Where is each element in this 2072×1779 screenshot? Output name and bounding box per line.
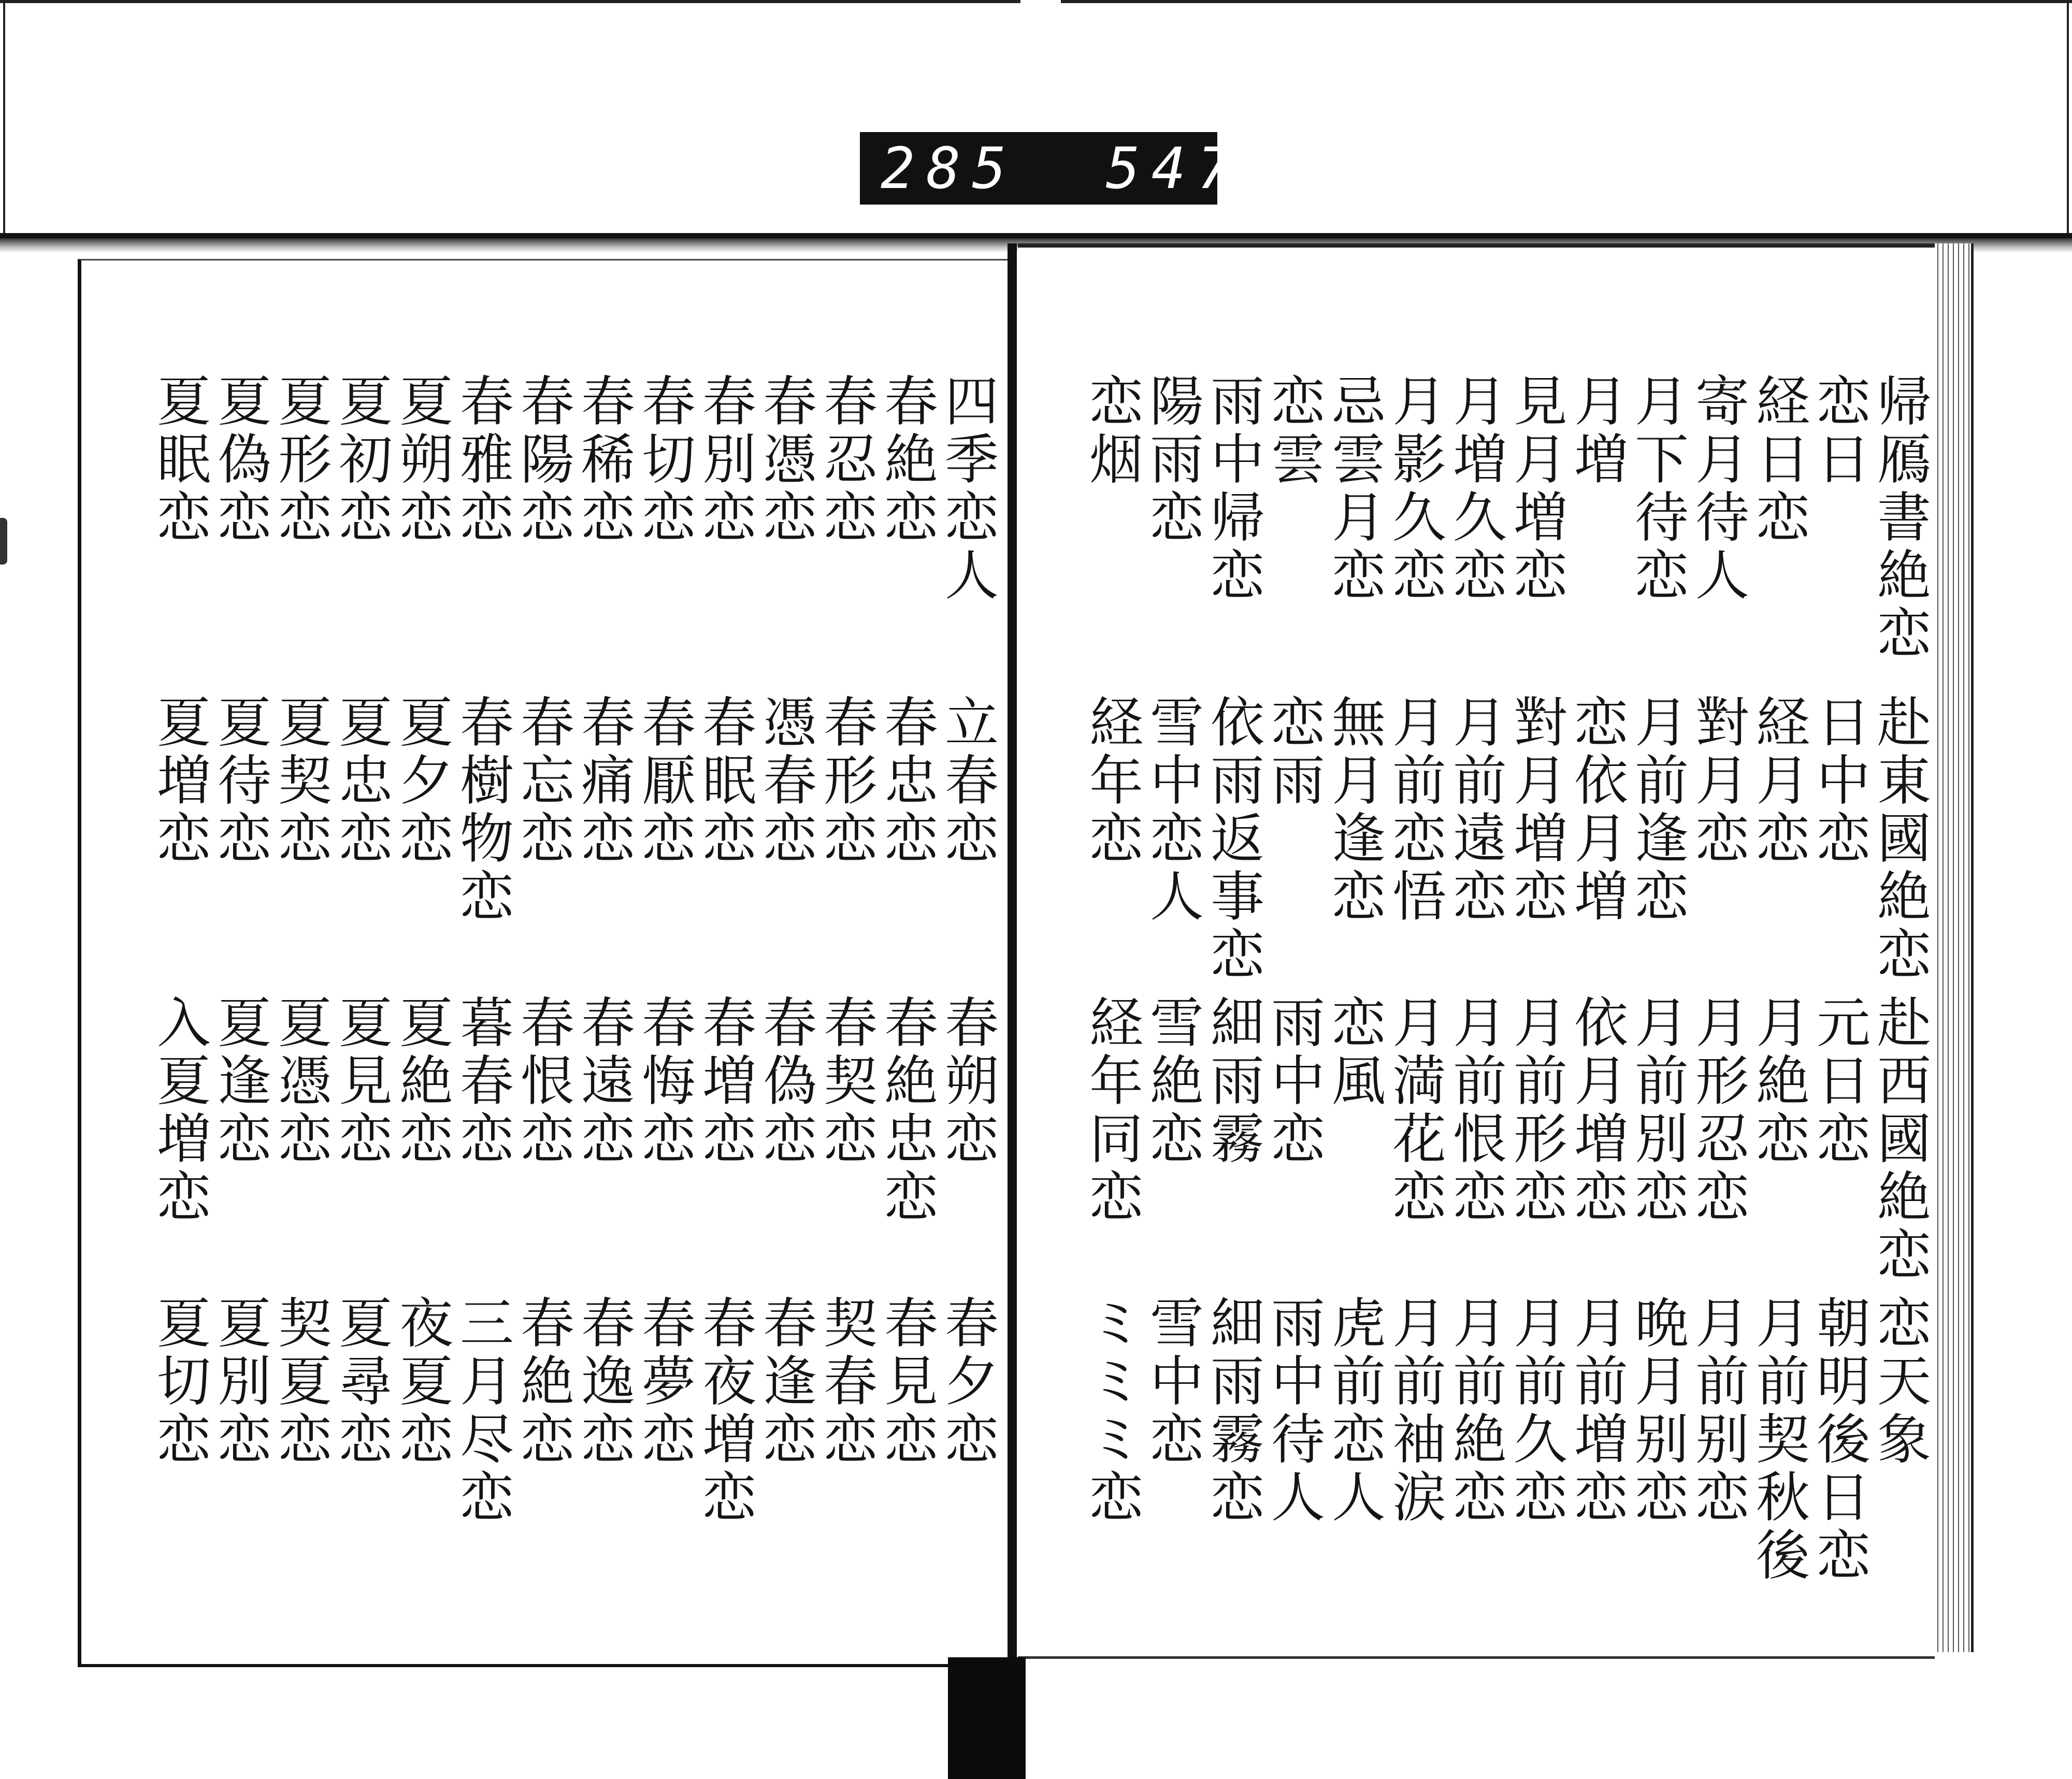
scan-smudge (0, 518, 7, 565)
entry-column: 春遠恋 (572, 994, 635, 1168)
entry-column: 暮春恋 (451, 994, 514, 1168)
entry-column: 恋風 (1322, 994, 1386, 1110)
entry-column: 春増恋 (693, 994, 756, 1168)
entry-column: 夏別恋 (208, 1295, 271, 1469)
entry-column: 夏形恋 (269, 373, 332, 547)
entry-column: 春稀恋 (572, 373, 635, 547)
top-edge-rule (0, 0, 1020, 3)
entry-column: 夏尋恋 (329, 1295, 393, 1469)
entry-column: ミミミ恋 (1080, 1295, 1143, 1527)
entry-column: 恋天象 (1868, 1295, 1931, 1469)
entry-column: 月増久恋 (1444, 373, 1507, 605)
entry-column: 雪中恋人 (1141, 694, 1204, 926)
frame-number-label (860, 132, 1243, 205)
entry-column: 契夏恋 (269, 1295, 332, 1469)
frame-edge (3, 0, 5, 236)
entry-column: 春恨恋 (511, 994, 574, 1168)
entry-column: 経日恋 (1747, 373, 1810, 547)
entry-column: 陽雨恋 (1141, 373, 1204, 547)
entry-column: 月形忍恋 (1686, 994, 1749, 1226)
entry-column: 月下待恋 (1625, 373, 1689, 605)
entry-column: 晩月别恋 (1625, 1295, 1689, 1527)
entry-column: 月絶恋 (1747, 994, 1810, 1168)
entry-column: 月前別恋 (1625, 994, 1689, 1226)
entry-column: 夏待恋 (208, 694, 271, 868)
entry-column: 春忘恋 (511, 694, 574, 868)
entry-column: 細雨霧 (1201, 994, 1264, 1168)
entry-column: 寄月待人 (1686, 373, 1749, 605)
entry-column: 春偽恋 (754, 994, 817, 1168)
entry-column: 夏忠恋 (329, 694, 393, 868)
entry-column: 依月増恋 (1565, 994, 1628, 1226)
entry-column: 雨中帰恋 (1201, 373, 1264, 605)
entry-column: 赴西國絶恋 (1868, 994, 1931, 1284)
entry-column: 月前逢恋 (1625, 694, 1689, 926)
entry-column: 経年恋 (1080, 694, 1143, 868)
entry-column: 夜夏恋 (390, 1295, 453, 1469)
entry-column: 夏絶恋 (390, 994, 453, 1168)
entry-column: 春雅恋 (451, 373, 514, 547)
entry-column: 夏逢恋 (208, 994, 271, 1168)
entry-column: 恋雲 (1262, 373, 1325, 489)
entry-column: 憑春恋 (754, 694, 817, 868)
entry-column: 忌雲月恋 (1322, 373, 1386, 605)
page-stack-edge (1935, 243, 1974, 1652)
entry-column: 春絶忠恋 (875, 994, 938, 1226)
entry-column: 月増 (1565, 373, 1628, 489)
entry-column: 元日恋 (1807, 994, 1870, 1168)
entry-column: 對月増恋 (1504, 694, 1567, 926)
entry-column: 春眠恋 (693, 694, 756, 868)
top-edge-rule (1061, 0, 2072, 3)
entry-column: 細雨霧恋 (1201, 1295, 1264, 1527)
entry-column: 月前袖涙 (1383, 1295, 1446, 1527)
entry-column: 夏夕恋 (390, 694, 453, 868)
entry-column: 春陽恋 (511, 373, 574, 547)
entry-column: 立春恋 (936, 694, 999, 868)
frame-number-left: 285 (881, 135, 1018, 201)
entry-column: 夏憑恋 (269, 994, 332, 1168)
entry-column: 月前别恋 (1686, 1295, 1749, 1527)
binding-shadow (948, 1657, 1026, 1779)
book-gutter (1008, 243, 1017, 1665)
entry-column: 赴東國絶恋 (1868, 694, 1931, 984)
entry-column: 春絶恋 (511, 1295, 574, 1469)
entry-column: 夏見恋 (329, 994, 393, 1168)
frame-number-right: 547 (1105, 135, 1243, 201)
entry-column: 夏眠恋 (148, 373, 211, 547)
entry-column: 春悔恋 (632, 994, 696, 1168)
entry-column: 無月逢恋 (1322, 694, 1386, 926)
entry-column: 春別恋 (693, 373, 756, 547)
entry-column: 春夢恋 (632, 1295, 696, 1469)
entry-column: 四季恋人 (936, 373, 999, 605)
entry-column: 春契恋 (814, 994, 877, 1168)
frame-edge (2067, 0, 2069, 236)
entry-column: 月前増恋 (1565, 1295, 1628, 1527)
entry-column: 恋烟 (1080, 373, 1143, 489)
entry-column: 春形恋 (814, 694, 877, 868)
entry-column: 夏偽恋 (208, 373, 271, 547)
entry-column: 月前形恋 (1504, 994, 1567, 1226)
entry-column: 契春恋 (814, 1295, 877, 1469)
entry-column: 月満花恋 (1383, 994, 1446, 1226)
entry-column: 入夏増恋 (148, 994, 211, 1226)
entry-column: 春朔恋 (936, 994, 999, 1168)
entry-column: 月前久恋 (1504, 1295, 1567, 1527)
entry-column: 雪絶恋 (1141, 994, 1204, 1168)
entry-column: 春逢恋 (754, 1295, 817, 1469)
entry-column: 春逸恋 (572, 1295, 635, 1469)
entry-column: 春切恋 (632, 373, 696, 547)
entry-column: 對月恋 (1686, 694, 1749, 868)
entry-column: 経年同恋 (1080, 994, 1143, 1226)
entry-column: 夏切恋 (148, 1295, 211, 1469)
entry-column: 月前恨恋 (1444, 994, 1507, 1226)
entry-column: 月前絶恋 (1444, 1295, 1507, 1527)
entry-column: 朝明後日恋 (1807, 1295, 1870, 1585)
entry-column: 春憑恋 (754, 373, 817, 547)
entry-column: 春厭恋 (632, 694, 696, 868)
entry-column: 春忠恋 (875, 694, 938, 868)
entry-column: 春痛恋 (572, 694, 635, 868)
entry-column: 恋依月増 (1565, 694, 1628, 926)
entry-column: 見月増恋 (1504, 373, 1567, 605)
entry-column: 夏契恋 (269, 694, 332, 868)
entry-column: 月前遠恋 (1444, 694, 1507, 926)
entry-column: 月前契秋後 (1747, 1295, 1810, 1585)
entry-column: 雨中待人 (1262, 1295, 1325, 1527)
entry-column: 夏朔恋 (390, 373, 453, 547)
entry-column: 経月恋 (1747, 694, 1810, 868)
entry-column: 虎前恋人 (1322, 1295, 1386, 1527)
entry-column: 春絶恋 (875, 373, 938, 547)
entry-column: 春樹物恋 (451, 694, 514, 926)
entry-column: 春夜増恋 (693, 1295, 756, 1527)
entry-column: 恋雨 (1262, 694, 1325, 810)
entry-column: 三月尽恋 (451, 1295, 514, 1527)
entry-column: 夏増恋 (148, 694, 211, 868)
frame-base-rule (0, 233, 2072, 238)
entry-column: 夏初恋 (329, 373, 393, 547)
entry-column: 春見恋 (875, 1295, 938, 1469)
entry-column: 月影久恋 (1383, 373, 1446, 605)
entry-column: 雨中恋 (1262, 994, 1325, 1168)
entry-column: 帰鴈書絶恋 (1868, 373, 1931, 663)
entry-column: 月前恋悟 (1383, 694, 1446, 926)
entry-column: 雪中恋 (1141, 1295, 1204, 1469)
entry-column: 恋日 (1807, 373, 1870, 489)
entry-column: 依雨返事恋 (1201, 694, 1264, 984)
entry-column: 日中恋 (1807, 694, 1870, 868)
entry-column: 春忍恋 (814, 373, 877, 547)
entry-column: 春夕恋 (936, 1295, 999, 1469)
